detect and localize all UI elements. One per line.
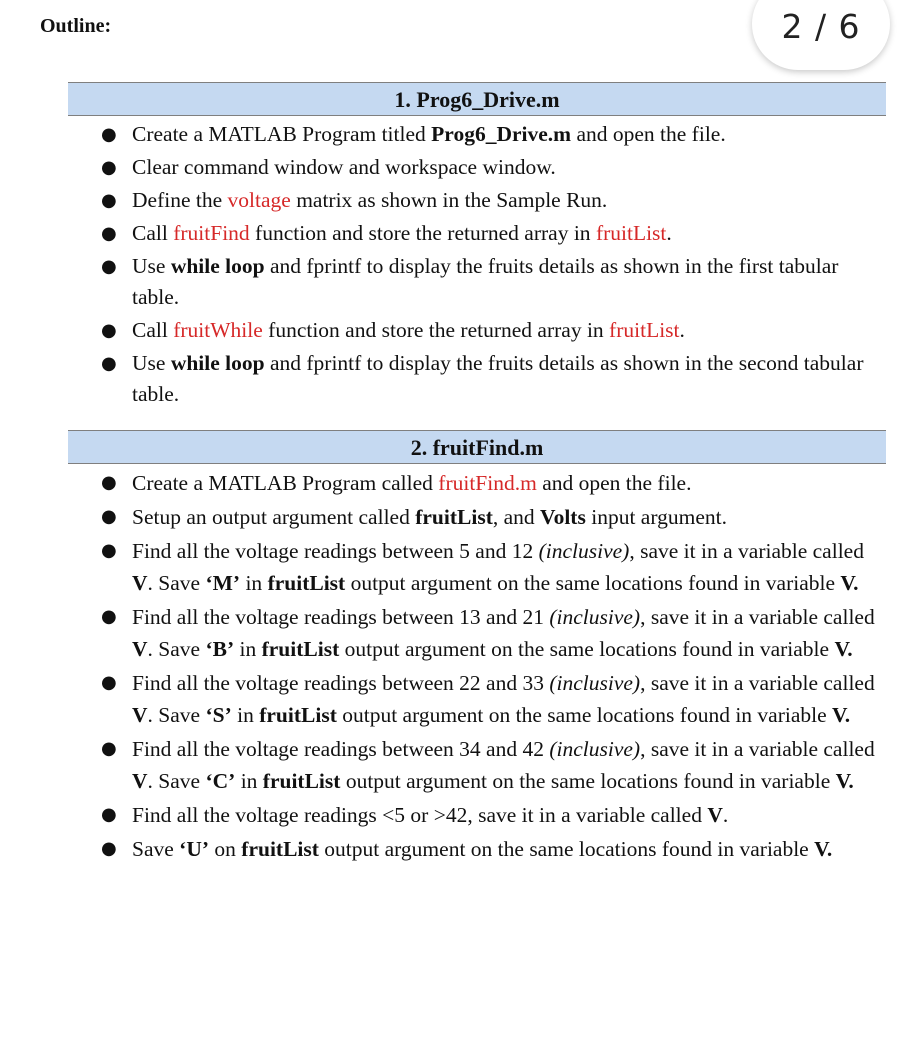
text-run: Find all the voltage readings between 34 and 42 (132, 737, 550, 761)
bullet-icon: ● (101, 190, 117, 211)
bold-term: Prog6_Drive.m (431, 122, 572, 146)
text-run: output argument on the same locations found in variable (339, 637, 835, 661)
text-run: . (666, 221, 672, 245)
list-item (68, 467, 886, 499)
bold-term: ‘U’ (179, 837, 210, 861)
highlighted-term: fruitList (609, 318, 680, 342)
text-run: in (235, 769, 263, 793)
highlighted-term: fruitWhile (173, 318, 263, 342)
text-run: Find all the voltage readings between 5 and 12 (132, 539, 539, 563)
bold-term: fruitList (261, 637, 340, 661)
bullet-icon: ● (101, 838, 117, 859)
list-item (68, 315, 886, 346)
text-run: , save it in a variable called (640, 737, 875, 761)
bold-term: V. (834, 637, 853, 661)
bold-term: V (707, 803, 723, 827)
list-item (68, 799, 886, 831)
text-run: Setup an output argument called (132, 505, 416, 529)
text-run: output argument on the same locations found in variable (340, 769, 836, 793)
text-run: Use (132, 351, 171, 375)
text-run: , and (492, 505, 541, 529)
text-run: Use (132, 254, 171, 278)
text-run: output argument on the same locations found in variable (345, 571, 841, 595)
text-run: on (209, 837, 242, 861)
text-run: and fprintf to display the fruits details as shown in the first tabular table. (132, 254, 839, 309)
bullet-icon: ● (101, 256, 117, 277)
list-item (68, 535, 886, 599)
text-run: and open the file. (571, 122, 726, 146)
text-run: , save it in a variable called (640, 671, 875, 695)
text-run: Define the (132, 188, 228, 212)
bold-term: fruitList (415, 505, 493, 529)
text-run: Clear command window and workspace window. (132, 155, 556, 179)
bold-term: V (132, 571, 148, 595)
bold-term: fruitList (267, 571, 346, 595)
list-item (68, 733, 886, 797)
page-indicator: 2 / 6 (752, 0, 890, 70)
bullet-list (68, 116, 886, 410)
text-run: Save (132, 837, 180, 861)
highlighted-term: fruitFind (173, 221, 250, 245)
highlighted-term: voltage (227, 188, 291, 212)
text-run: output argument on the same locations found in variable (318, 837, 815, 861)
section-prog6-drive (68, 82, 886, 412)
bold-term: fruitList (241, 837, 319, 861)
bold-term: while loop (170, 351, 265, 375)
bold-term: V. (835, 769, 854, 793)
italic-term: (inclusive) (549, 605, 641, 629)
bold-term: V (132, 703, 148, 727)
bullet-icon: ● (101, 157, 117, 178)
bold-term: Volts (540, 505, 586, 529)
bold-term: V (132, 769, 148, 793)
bullet-icon: ● (101, 540, 117, 561)
bold-term: while loop (170, 254, 265, 278)
bold-term: ‘B’ (205, 637, 235, 661)
bold-term: fruitList (262, 769, 341, 793)
section-header: 2. fruitFind.m (68, 430, 886, 464)
text-run: . Save (147, 571, 206, 595)
text-run: . (679, 318, 685, 342)
bullet-icon: ● (101, 353, 117, 374)
list-item (68, 667, 886, 731)
text-run: . Save (147, 769, 206, 793)
list-item (68, 152, 886, 183)
text-run: . Save (147, 637, 206, 661)
bullet-icon: ● (101, 223, 117, 244)
list-item (68, 833, 886, 865)
text-run: Call (132, 221, 174, 245)
text-run: output argument on the same locations found in variable (336, 703, 833, 727)
text-run: function and store the returned array in (262, 318, 610, 342)
bold-term: ‘M’ (205, 571, 241, 595)
italic-term: (inclusive) (538, 539, 630, 563)
bold-term: fruitList (259, 703, 337, 727)
highlighted-term: fruitList (595, 221, 667, 245)
text-run: . Save (147, 703, 206, 727)
bullet-icon: ● (101, 804, 117, 825)
text-run: Find all the voltage readings <5 or >42, save it in a variable called (132, 803, 708, 827)
text-run: in (234, 637, 262, 661)
list-item (68, 218, 886, 249)
highlighted-term: fruitFind.m (438, 471, 537, 495)
text-run: in (240, 571, 268, 595)
list-item (68, 501, 886, 533)
bold-term: ‘S’ (205, 703, 232, 727)
bullet-icon: ● (101, 124, 117, 145)
list-item (68, 185, 886, 216)
italic-term: (inclusive) (549, 671, 641, 695)
text-run: , save it in a variable called (629, 539, 864, 563)
text-run: Create a MATLAB Program called (132, 471, 439, 495)
text-run: and fprintf to display the fruits details as shown in the second tabular table. (132, 351, 864, 406)
section-header: 1. Prog6_Drive.m (68, 82, 886, 116)
text-run: Create a MATLAB Program titled (132, 122, 432, 146)
text-run: function and store the returned array in (249, 221, 596, 245)
text-run: Find all the voltage readings between 22 and 33 (132, 671, 550, 695)
bullet-icon: ● (101, 738, 117, 759)
italic-term: (inclusive) (549, 737, 641, 761)
text-run: . (722, 803, 729, 827)
text-run: , save it in a variable called (640, 605, 875, 629)
list-item (68, 348, 886, 410)
bold-term: V. (832, 703, 851, 727)
text-run: Find all the voltage readings between 13 and 21 (132, 605, 550, 629)
text-run: input argument. (585, 505, 727, 529)
bold-term: V. (814, 837, 833, 861)
list-item (68, 119, 886, 150)
list-item (68, 251, 886, 313)
list-item (68, 601, 886, 665)
text-run: and open the file. (536, 471, 692, 495)
bullet-icon: ● (101, 472, 117, 493)
section-fruitfind (68, 430, 886, 867)
text-run: matrix as shown in the Sample Run. (290, 188, 608, 212)
bold-term: V. (840, 571, 859, 595)
bold-term: ‘C’ (205, 769, 236, 793)
text-run: in (231, 703, 260, 727)
bullet-icon: ● (101, 672, 117, 693)
bullet-icon: ● (101, 320, 117, 341)
bullet-icon: ● (101, 506, 117, 527)
outline-label: Outline: (40, 15, 112, 37)
bullet-icon: ● (101, 606, 117, 627)
bold-term: V (132, 637, 148, 661)
bullet-list (68, 464, 886, 865)
text-run: Call (132, 318, 174, 342)
